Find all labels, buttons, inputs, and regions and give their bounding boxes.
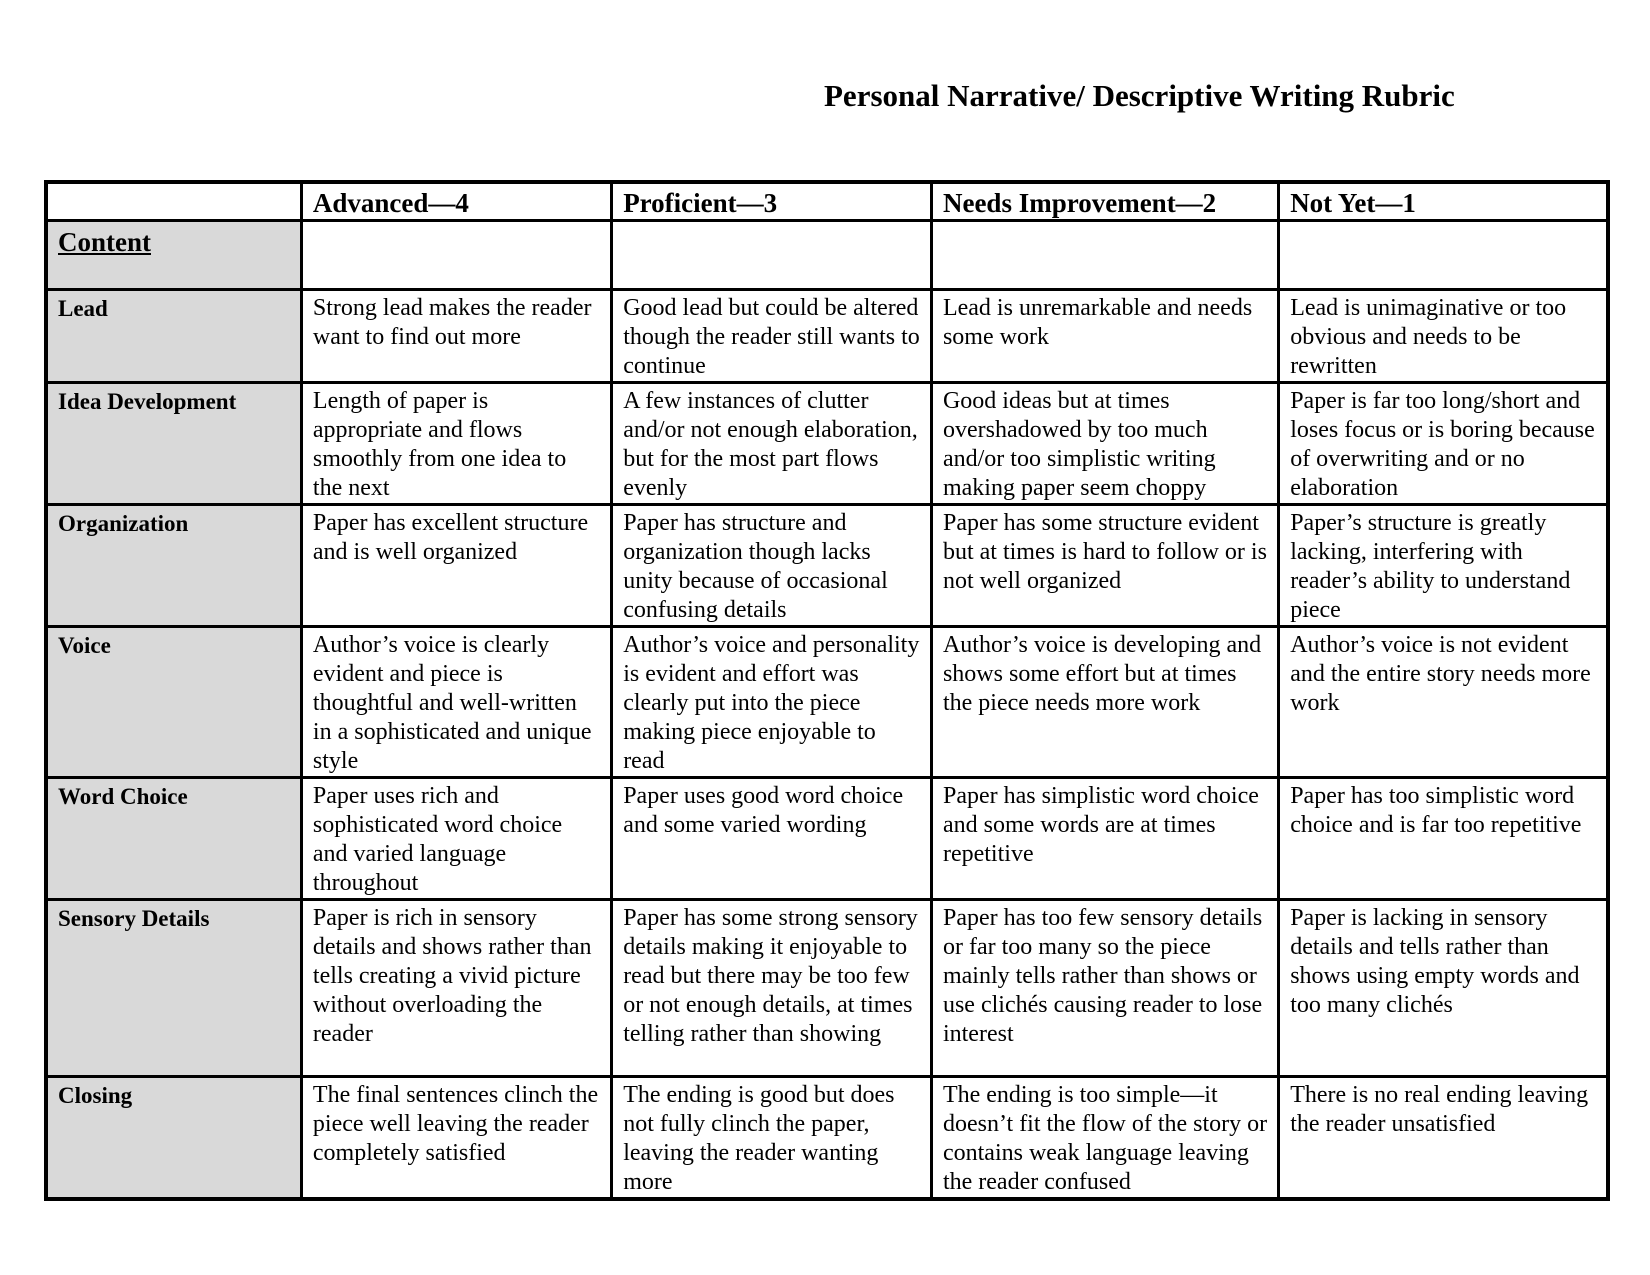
table-row	[46, 1077, 1608, 1200]
criteria-cell: Author’s voice is not evident and the entire story needs more work	[1279, 627, 1608, 778]
criteria-cell: Strong lead makes the reader want to find out more	[301, 290, 611, 383]
criteria-cell: Lead is unremarkable and needs some work	[931, 290, 1278, 383]
criteria-cell: Length of paper is appropriate and flows smoothly from one idea to the next	[301, 383, 611, 505]
criteria-cell: The ending is good but does not fully clinch the paper, leaving the reader wanting more	[612, 1077, 932, 1200]
criteria-cell: Author’s voice is clearly evident and piece is thoughtful and well-written in a sophisticated and unique style	[301, 627, 611, 778]
empty-cell	[1279, 221, 1608, 290]
criteria-cell: Paper is far too long/short and loses focus or is boring because of overwriting and or no elaboration	[1279, 383, 1608, 505]
row-label: Word Choice	[46, 778, 301, 900]
header-cell-advanced: Advanced—4	[301, 182, 611, 221]
criteria-cell: Paper is lacking in sensory details and tells rather than shows using empty words and too many clichés	[1279, 900, 1608, 1077]
criteria-cell: Good ideas but at times overshadowed by too much and/or too simplistic writing making paper seem choppy	[931, 383, 1278, 505]
criteria-cell: Good lead but could be altered though the reader still wants to continue	[612, 290, 932, 383]
criteria-cell: Paper has too few sensory details or far too many so the piece mainly tells rather than shows or use clichés causing reader to lose interest	[931, 900, 1278, 1077]
empty-cell	[301, 221, 611, 290]
criteria-cell: Paper has some strong sensory details making it enjoyable to read but there may be too few or not enough details, at times telling rather than showing	[612, 900, 932, 1077]
table-row	[46, 505, 1608, 627]
criteria-cell: Lead is unimaginative or too obvious and needs to be rewritten	[1279, 290, 1608, 383]
header-cell-not-yet: Not Yet—1	[1279, 182, 1608, 221]
rubric-table	[44, 180, 1610, 1201]
table-row	[46, 383, 1608, 505]
row-label: Organization	[46, 505, 301, 627]
criteria-cell: Author’s voice and personality is evident and effort was clearly put into the piece making piece enjoyable to read	[612, 627, 932, 778]
empty-cell	[612, 221, 932, 290]
row-label: Idea Development	[46, 383, 301, 505]
table-row	[46, 778, 1608, 900]
header-cell-proficient: Proficient—3	[612, 182, 932, 221]
criteria-cell: Paper has too simplistic word choice and is far too repetitive	[1279, 778, 1608, 900]
section-label: Content	[46, 221, 301, 290]
criteria-cell: Paper’s structure is greatly lacking, interfering with reader’s ability to understand piece	[1279, 505, 1608, 627]
header-cell-needs-improvement: Needs Improvement—2	[931, 182, 1278, 221]
criteria-cell: Paper is rich in sensory details and shows rather than tells creating a vivid picture without overloading the reader	[301, 900, 611, 1077]
row-label: Voice	[46, 627, 301, 778]
criteria-cell: Paper has simplistic word choice and some words are at times repetitive	[931, 778, 1278, 900]
criteria-cell: Paper has some structure evident but at times is hard to follow or is not well organized	[931, 505, 1278, 627]
criteria-cell: A few instances of clutter and/or not enough elaboration, but for the most part flows evenly	[612, 383, 932, 505]
criteria-cell: Paper uses good word choice and some varied wording	[612, 778, 932, 900]
criteria-cell: Paper uses rich and sophisticated word choice and varied language throughout	[301, 778, 611, 900]
header-cell-blank	[46, 182, 301, 221]
table-row	[46, 627, 1608, 778]
empty-cell	[931, 221, 1278, 290]
section-row	[46, 221, 1608, 290]
criteria-cell: The final sentences clinch the piece well leaving the reader completely satisfied	[301, 1077, 611, 1200]
criteria-cell: The ending is too simple—it doesn’t fit the flow of the story or contains weak language leaving the reader confused	[931, 1077, 1278, 1200]
row-label: Lead	[46, 290, 301, 383]
criteria-cell: Author’s voice is developing and shows some effort but at times the piece needs more work	[931, 627, 1278, 778]
criteria-cell: There is no real ending leaving the reader unsatisfied	[1279, 1077, 1608, 1200]
criteria-cell: Paper has excellent structure and is well organized	[301, 505, 611, 627]
row-label: Sensory Details	[46, 900, 301, 1077]
page-title: Personal Narrative/ Descriptive Writing Rubric	[824, 78, 1455, 113]
table-row	[46, 290, 1608, 383]
row-label: Closing	[46, 1077, 301, 1200]
table-row	[46, 900, 1608, 1077]
criteria-cell: Paper has structure and organization though lacks unity because of occasional confusing details	[612, 505, 932, 627]
header-row	[46, 182, 1608, 221]
